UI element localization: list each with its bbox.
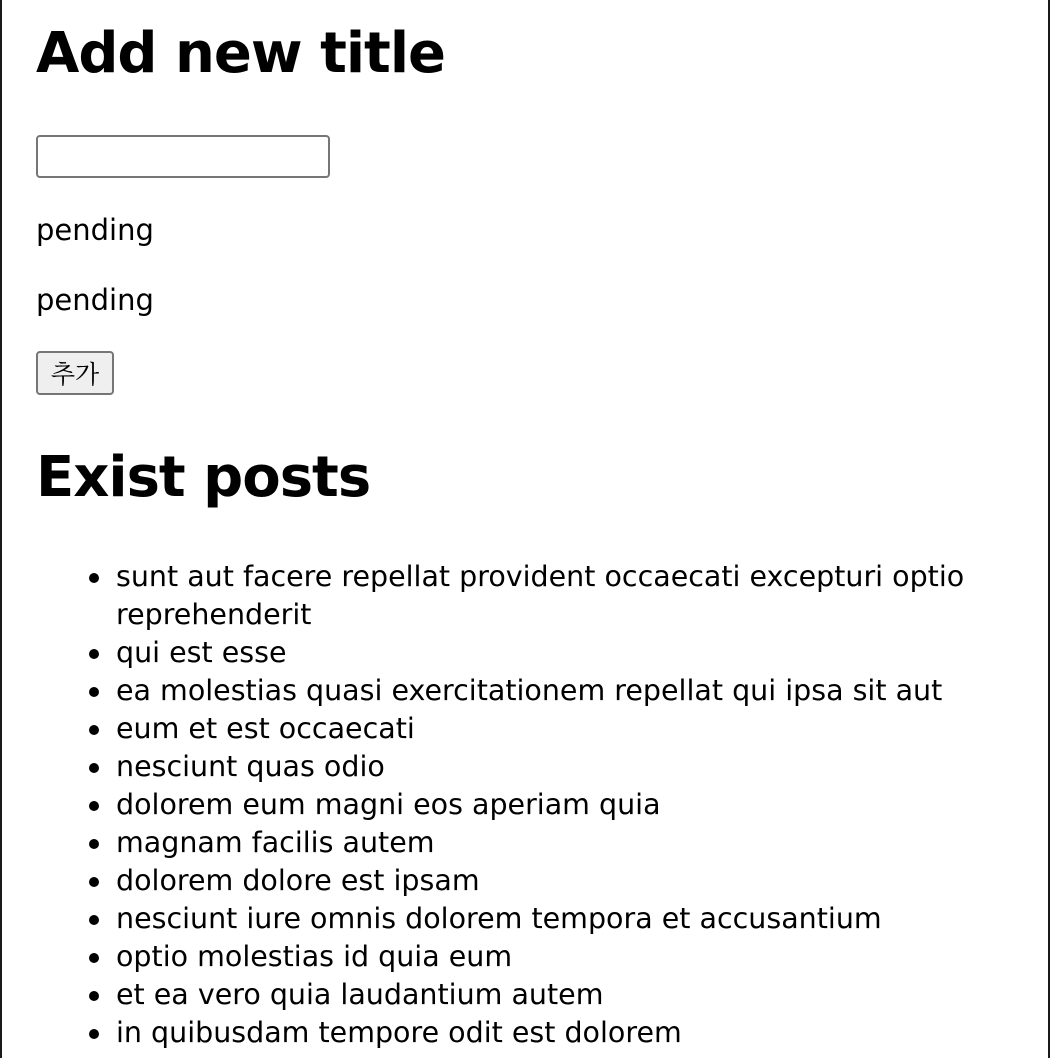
bullet-icon xyxy=(89,763,99,773)
post-item xyxy=(116,786,1050,824)
post-title: nesciunt quas odio xyxy=(116,750,385,783)
post-title: eum et est occaecati xyxy=(116,712,415,745)
bullet-icon xyxy=(89,725,99,735)
post-item xyxy=(116,862,1050,900)
bullet-icon xyxy=(89,877,99,887)
post-item xyxy=(116,824,1050,862)
post-title: magnam facilis autem xyxy=(116,826,435,859)
post-item xyxy=(116,710,1050,748)
exist-posts-heading: Exist posts xyxy=(36,445,371,510)
posts-list xyxy=(36,558,1050,1052)
post-item xyxy=(116,1014,1050,1052)
status-text-1: pending xyxy=(36,213,154,247)
post-item xyxy=(116,634,1050,672)
post-title: nesciunt iure omnis dolorem tempora et accusantium xyxy=(116,902,882,935)
bullet-icon xyxy=(89,573,99,583)
post-title: sunt aut facere repellat provident occaecati excepturi optio reprehenderit xyxy=(116,560,965,631)
bullet-icon xyxy=(89,687,99,697)
bullet-icon xyxy=(89,915,99,925)
bullet-icon xyxy=(89,649,99,659)
bullet-icon xyxy=(89,953,99,963)
post-title: in quibusdam tempore odit est dolorem xyxy=(116,1016,682,1049)
post-title: ea molestias quasi exercitationem repellat qui ipsa sit aut xyxy=(116,674,943,707)
post-title: et ea vero quia laudantium autem xyxy=(116,978,604,1011)
post-item xyxy=(116,976,1050,1014)
post-title: qui est esse xyxy=(116,636,287,669)
post-item xyxy=(116,558,1050,634)
bullet-icon xyxy=(89,801,99,811)
title-input[interactable] xyxy=(36,135,330,178)
bullet-icon xyxy=(89,1029,99,1039)
add-title-heading: Add new title xyxy=(36,21,445,86)
post-item xyxy=(116,938,1050,976)
bullet-icon xyxy=(89,991,99,1001)
post-item xyxy=(116,748,1050,786)
post-title: optio molestias id quia eum xyxy=(116,940,513,973)
add-button[interactable]: 추가 xyxy=(36,351,114,395)
post-item xyxy=(116,900,1050,938)
post-title: dolorem eum magni eos aperiam quia xyxy=(116,788,661,821)
post-item xyxy=(116,672,1050,710)
status-text-2: pending xyxy=(36,283,154,317)
post-title: dolorem dolore est ipsam xyxy=(116,864,480,897)
bullet-icon xyxy=(89,839,99,849)
